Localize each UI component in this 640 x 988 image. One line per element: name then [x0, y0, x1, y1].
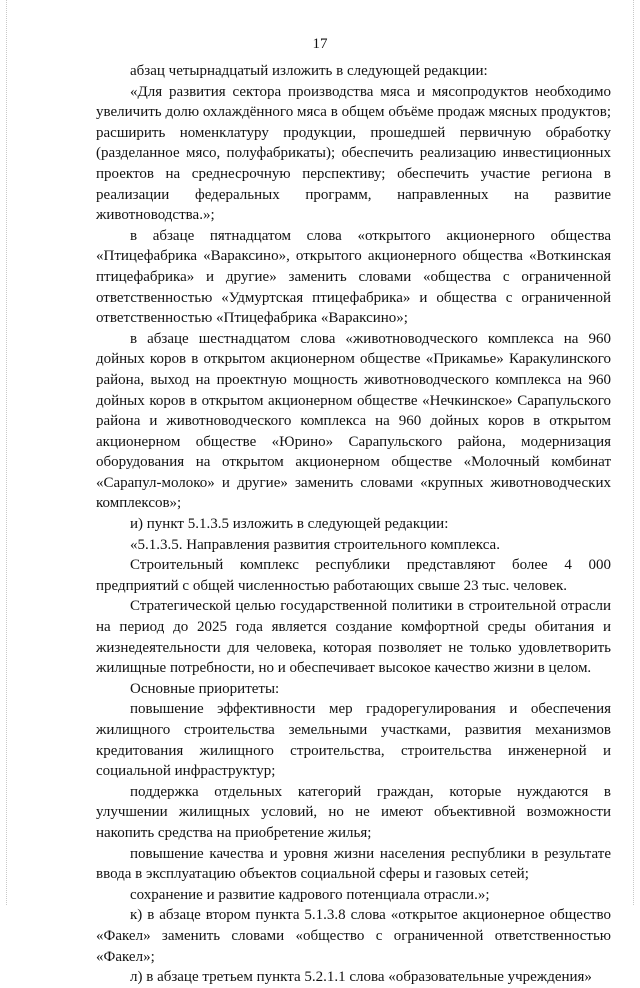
- scan-edge-left: [6, 0, 7, 905]
- scan-edge-right: [633, 0, 634, 905]
- paragraph: «5.1.3.5. Направления развития строительного комплекса.: [130, 536, 500, 553]
- paragraph: «Для развития сектора производства мяса и мясопродуктов необходимо увеличить долю охлаждённого мяса в общем объёме продаж мясных продуктов; расширить номенклатуру продукции, прошедшей первичную обработку (разделанное мясо, полуфабрикаты); обеспечить реализацию инвестиционных проектов на среднесрочную перспективу; обеспечить участие региона в реализации федеральных программ, направленных на развитие животноводства.»;: [96, 83, 611, 224]
- paragraph: повышение качества и уровня жизни населения республики в результате ввода в эксплуатацию объектов социальной сферы и газовых сетей;: [96, 845, 611, 883]
- paragraph: Строительный комплекс республики представляют более 4 000 предприятий с общей численностью работающих свыше 23 тыс. человек.: [96, 557, 611, 594]
- paragraph: л) в абзаце третьем пункта 5.2.1.1 слова «образовательные учреждения»: [130, 969, 592, 986]
- body-text: [96, 61, 611, 988]
- paragraph: сохранение и развитие кадрового потенциала отрасли.»;: [130, 886, 490, 903]
- paragraph: к) в абзаце втором пункта 5.1.3.8 слова «открытое акционерное общество «Факел» заменить словами «общество с ограниченной ответственностью «Факел»;: [96, 907, 611, 965]
- paragraph: повышение эффективности мер градорегулирования и обеспечения жилищного строительства земельными участками, развития механизмов кредитования жилищного строительства, строительства инженерной и социальной инфраструктур;: [96, 701, 611, 780]
- paragraph: Стратегической целью государственной политики в строительной отрасли на период до 2025 года является создание комфортной среды обитания и жизнедеятельности для человека, которая позволяет не только удовлетворить жилищные потребности, но и обеспечивает высокое качество жизни в целом.: [96, 598, 611, 677]
- paragraph: поддержка отдельных категорий граждан, которые нуждаются в улучшении жилищных условий, но не имеют объективной возможности накопить средства на приобретение жилья;: [96, 783, 611, 841]
- paragraph: Основные приоритеты:: [130, 680, 280, 697]
- page-number: 17: [312, 36, 328, 52]
- paragraph: и) пункт 5.1.3.5 изложить в следующей редакции:: [130, 516, 449, 533]
- paragraph: в абзаце шестнадцатом слова «животноводческого комплекса на 960 дойных коров в открытом акционерном обществе «Прикамье» Каракулинского района, выход на проектную мощность животноводческого комплекса на 960 дойных коров в открытом акционерном обществе «Нечкинское» Сарапульского района и животноводческого комплекса на 960 дойных коров в открытом акционерном обществе «Юрино» Сарапульского района, модернизация оборудования на открытом акционерном обществе «Молочный комбинат «Сарапул-молоко» и другие» заменить словами «крупных животноводческих комплексов»;: [96, 330, 611, 512]
- paragraph: абзац четырнадцатый изложить в следующей редакции:: [130, 63, 488, 79]
- paragraph: в абзаце пятнадцатом слова «открытого акционерного общества «Птицефабрика «Вараксино», открытого акционерного общества «Воткинская птицефабрика» и другие» заменить словами «общества с ограниченной ответственностью «Удмуртская птицефабрика» и общества с ограниченной ответственностью «Птицефабрика «Вараксино»;: [96, 227, 611, 327]
